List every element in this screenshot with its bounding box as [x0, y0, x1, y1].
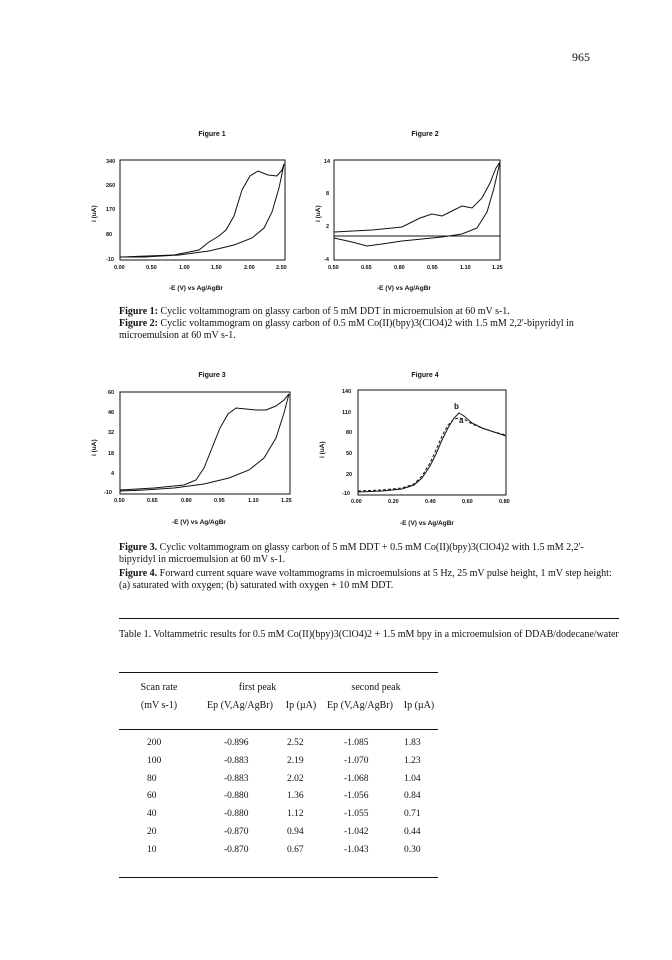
- table-cell: 60: [147, 791, 157, 802]
- figure-4-ytick: 50: [346, 451, 353, 457]
- table-cell: 20: [147, 827, 157, 837]
- figure-1-plot: [84, 128, 304, 293]
- figure-3-yticks: [104, 390, 115, 496]
- figure-2: [312, 128, 512, 293]
- figure-4-xticks: [351, 499, 510, 505]
- figure-2-xtick: 1.25: [492, 265, 503, 271]
- table-cell: 40: [147, 809, 157, 820]
- figure-3-ytick: 60: [108, 390, 115, 396]
- figure-2-xtick: 0.95: [427, 265, 438, 271]
- figure-4-title: Figure 4: [411, 372, 439, 379]
- figure-3-caption: [119, 542, 619, 566]
- col-sub-ip1: Ip (µA): [285, 700, 317, 711]
- table-cell: 0.94: [287, 827, 304, 837]
- figure-1-forward-curve: [120, 164, 284, 257]
- figure-1-caption: [119, 306, 619, 318]
- figure-2-xtick: 0.65: [361, 265, 372, 271]
- figure-1-xtick: 1.50: [211, 265, 222, 271]
- figure-3-xtick: 1.10: [248, 498, 259, 504]
- figure-2-forward-curve: [334, 162, 500, 232]
- figure-3-frame: [120, 392, 290, 494]
- figure-1-ytick: 260: [106, 183, 116, 189]
- table-cell: 2.52: [287, 738, 304, 748]
- table-cell: 1.83: [404, 738, 421, 748]
- figure-3-ytick: 18: [108, 451, 115, 457]
- figure-2-xtick: 0.80: [394, 265, 405, 271]
- figure-1-ytick: -10: [106, 257, 114, 263]
- table-cell: 1.36: [287, 791, 304, 802]
- table-cell: -0.883: [224, 773, 249, 784]
- figure-1-caption-label: Figure 1:: [119, 306, 158, 317]
- figure-1-xtick: 2.50: [276, 265, 287, 271]
- figure-3: [84, 368, 304, 533]
- figure-1-caption-text: Cyclic voltammogram on glassy carbon of 5 mM DDT in microemulsion at 60 mV s-1.: [157, 306, 510, 317]
- table-header-rule-bottom: [119, 729, 438, 730]
- figure-2-plot: [312, 128, 512, 293]
- figure-3-ytick: 32: [108, 430, 115, 436]
- figure-2-caption-label: Figure 2:: [119, 318, 158, 329]
- figure-2-reverse-curve: [334, 162, 500, 246]
- figure-1-reverse-curve: [120, 164, 284, 257]
- figure-4-frame: [358, 390, 506, 495]
- table-title: Table 1. Voltammetric results for 0.5 mM Co(II)(bpy)3(ClO4)2 + 1.5 mM bpy in a microemulsion of DDAB/dodecane/water: [119, 629, 619, 640]
- figure-2-xtick: 0.50: [328, 265, 339, 271]
- figure-3-plot: [84, 368, 304, 533]
- figure-2-xtick: 1.10: [460, 265, 471, 271]
- table-cell: 100: [147, 755, 162, 766]
- col-sub-ep2: Ep (V,Ag/AgBr): [327, 700, 393, 711]
- table-cell: -0.880: [224, 809, 249, 820]
- table-cell: -1.043: [344, 844, 369, 855]
- figure-4-curve-a: [358, 418, 506, 491]
- col-head-scan-rate: Scan rate: [140, 682, 178, 693]
- figure-2-ytick: 8: [326, 191, 330, 197]
- table-cell: 80: [147, 773, 157, 784]
- figure-1-ylabel: i (uA): [91, 205, 98, 222]
- figure-4-ytick: 110: [342, 410, 351, 416]
- figure-3-caption-text: Cyclic voltammogram on glassy carbon of 5 mM DDT + 0.5 mM Co(II)(bpy)3(ClO4)2 with 1.5 mM 2,2'-bipyridyl in microemulsion at 60 mV s-1.: [119, 542, 584, 565]
- figure-4-yticks: [342, 389, 352, 497]
- figure-4-label-b: b: [454, 402, 459, 411]
- figure-1-xtick: 0.00: [114, 265, 125, 271]
- table-cell: -1.056: [344, 791, 369, 802]
- figure-3-forward-curve: [120, 394, 289, 490]
- table-cell: 0.30: [404, 844, 421, 855]
- figure-4-ytick: 80: [346, 430, 353, 436]
- figure-2-frame: [334, 160, 500, 260]
- figure-3-xtick: 0.95: [214, 498, 225, 504]
- table-top-rule: [119, 618, 619, 619]
- table-cell: -1.068: [344, 773, 369, 784]
- figure-1-ytick: 340: [106, 159, 116, 165]
- table-cell: 1.23: [404, 755, 421, 766]
- table-cell: 200: [147, 738, 162, 748]
- figure-4-curve-b: [358, 413, 506, 492]
- figure-3-reverse-curve: [120, 394, 289, 491]
- table-cell: 0.84: [404, 791, 421, 802]
- figure-4: [312, 368, 522, 533]
- table-cell: -0.880: [224, 791, 249, 802]
- table-cell: -1.070: [344, 755, 369, 766]
- col-head-second-peak: second peak: [351, 682, 401, 693]
- figure-3-ytick: 4: [111, 471, 115, 477]
- figure-1-xtick: 2.00: [244, 265, 255, 271]
- figure-1: [84, 128, 304, 293]
- table-bottom-rule: [119, 877, 438, 878]
- figure-4-label-a: a: [459, 416, 464, 425]
- figure-3-xtick: 1.25: [281, 498, 292, 504]
- col-sub-ip2: Ip (µA): [403, 700, 435, 711]
- figure-4-xtick: 0.80: [499, 499, 510, 505]
- figure-2-ytick: 2: [326, 224, 330, 230]
- figure-3-xticks: [114, 498, 292, 504]
- figure-3-xtick: 0.80: [181, 498, 192, 504]
- figure-2-ytick: -4: [324, 257, 329, 263]
- figure-1-xtick: 0.50: [146, 265, 157, 271]
- table-cell: 0.71: [404, 809, 421, 820]
- table-header-rule-top: [119, 672, 438, 673]
- figure-2-xticks: [328, 265, 503, 271]
- table-cell: 2.19: [287, 755, 304, 766]
- figure-1-frame: [120, 160, 285, 260]
- table-cell: 2.02: [287, 773, 304, 784]
- figure-1-ytick: 80: [106, 232, 113, 238]
- figure-3-ytick: 46: [108, 410, 115, 416]
- table-cell: 0.67: [287, 844, 304, 855]
- table-cell: -0.870: [224, 844, 249, 855]
- figure-2-caption: [119, 318, 619, 342]
- figure-1-title: Figure 1: [198, 131, 226, 138]
- figure-2-yticks: [324, 159, 331, 263]
- figure-4-ytick: 20: [346, 472, 353, 478]
- figure-4-caption-text: Forward current square wave voltammograms in microemulsions at 5 Hz, 25 mV pulse height, 1 mV step height: (a) saturated with oxygen; (b) saturated with oxygen + 10 mM DDT.: [119, 568, 612, 591]
- page-number: 965: [572, 50, 590, 64]
- figure-1-xtick: 1.00: [179, 265, 190, 271]
- figure-4-xtick: 0.00: [351, 499, 362, 505]
- figure-3-xtick: 0.50: [114, 498, 125, 504]
- figure-2-title: Figure 2: [411, 131, 439, 138]
- table-cell: -0.870: [224, 827, 249, 837]
- figure-3-ylabel: i (uA): [91, 439, 98, 456]
- figure-1-xticks: [114, 265, 287, 271]
- figure-3-xtick: 0.65: [147, 498, 158, 504]
- figure-2-ytick: 14: [324, 159, 331, 165]
- figure-1-yticks: [106, 159, 115, 263]
- col-sub-ep1: Ep (V,Ag/AgBr): [207, 700, 273, 711]
- figure-3-title: Figure 3: [198, 372, 226, 379]
- figure-4-caption-label: Figure 4.: [119, 568, 158, 579]
- figure-4-ylabel: i (uA): [319, 441, 326, 458]
- figure-4-xtick: 0.60: [462, 499, 473, 505]
- table-cell: 0.44: [404, 827, 421, 837]
- figure-1-xlabel: -E (V) vs Ag/AgBr: [169, 285, 223, 292]
- figure-4-xlabel: -E (V) vs Ag/AgBr: [400, 520, 454, 527]
- table-cell: -0.896: [224, 738, 249, 748]
- figure-3-caption-label: Figure 3.: [119, 542, 158, 553]
- figure-4-ytick: 140: [342, 389, 352, 395]
- col-head-first-peak: first peak: [238, 682, 277, 693]
- figure-3-ytick: -10: [104, 490, 112, 496]
- figure-4-xtick: 0.40: [425, 499, 436, 505]
- table-cell: -0.883: [224, 755, 249, 766]
- figure-4-xtick: 0.20: [388, 499, 399, 505]
- figure-2-caption-text: Cyclic voltammogram on glassy carbon of 0.5 mM Co(II)(bpy)3(ClO4)2 with 1.5 mM 2,2'-bipyridyl in microemulsion at 60 mV s-1.: [119, 318, 574, 341]
- table-cell: 1.12: [287, 809, 304, 820]
- figure-4-ytick: -10: [342, 491, 350, 497]
- figure-1-ytick: 170: [106, 207, 116, 213]
- table-cell: -1.042: [344, 827, 369, 837]
- table-cell: -1.085: [344, 738, 369, 748]
- col-sub-scan-rate: (mV s-1): [140, 700, 178, 711]
- table-cell: 10: [147, 844, 157, 855]
- figure-2-xlabel: -E (V) vs Ag/AgBr: [377, 285, 431, 292]
- table-cell: -1.055: [344, 809, 369, 820]
- figure-3-xlabel: -E (V) vs Ag/AgBr: [172, 519, 226, 526]
- figure-2-ylabel: i (uA): [315, 205, 322, 222]
- table-cell: 1.04: [404, 773, 421, 784]
- figure-4-caption: [119, 568, 619, 592]
- figure-4-plot: [312, 368, 522, 533]
